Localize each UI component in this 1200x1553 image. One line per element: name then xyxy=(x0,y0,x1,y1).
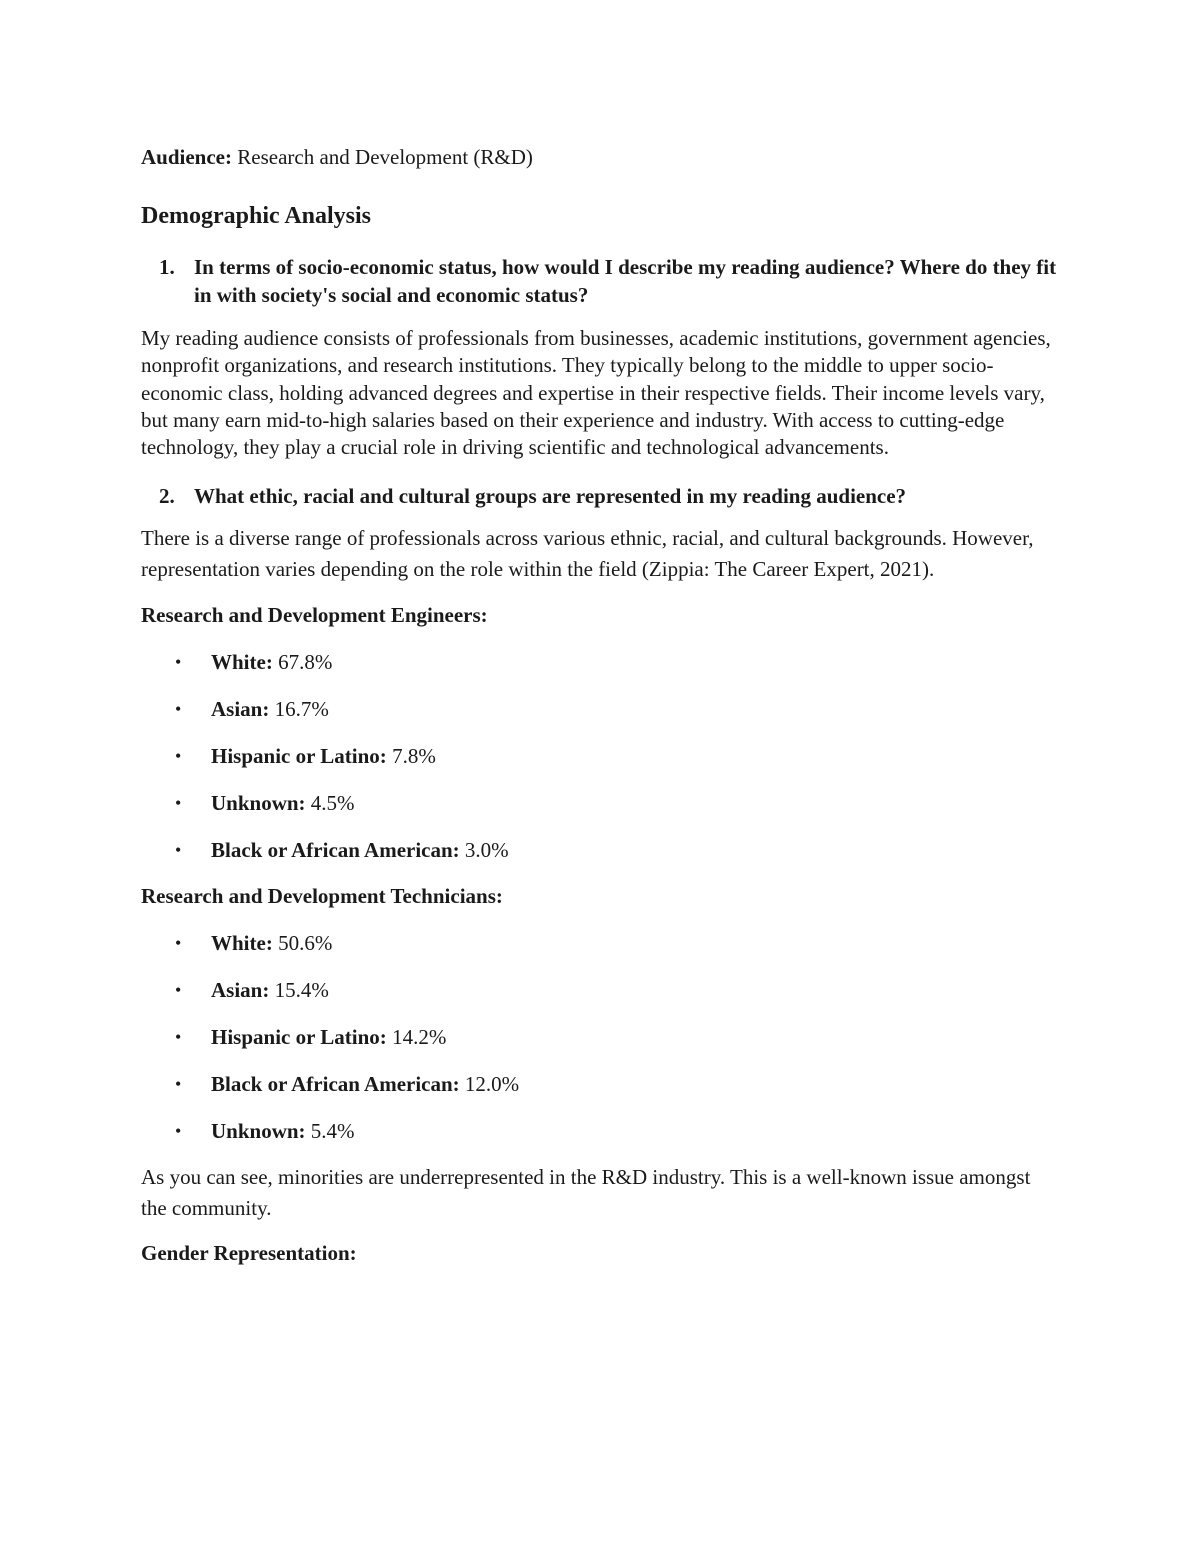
stat-label: Asian: xyxy=(211,697,270,722)
list-item xyxy=(141,788,1061,818)
stat-value: 67.8% xyxy=(278,650,333,675)
question-number: 1. xyxy=(159,255,175,279)
technicians-heading: Research and Development Technicians: xyxy=(141,884,503,909)
bullet-icon: • xyxy=(175,1074,182,1095)
engineers-list xyxy=(141,647,1061,865)
question-1 xyxy=(141,253,1061,309)
question-list-2 xyxy=(141,482,1061,510)
bullet-icon: • xyxy=(175,840,182,861)
stat-value: 16.7% xyxy=(274,697,329,722)
bullet-icon: • xyxy=(175,652,182,673)
paragraph-diversity: There is a diverse range of professionals across various ethnic, racial, and cultural backgrounds. However, representation varies depending on the role within the field (Zippia: The Career Expert, 2021). xyxy=(141,526,1034,582)
list-item xyxy=(141,647,1061,677)
list-item xyxy=(141,928,1061,958)
gender-heading: Gender Representation: xyxy=(141,1241,357,1266)
stat-label: Hispanic or Latino: xyxy=(211,1025,387,1050)
stat-label: White: xyxy=(211,650,273,675)
list-item xyxy=(141,1069,1061,1099)
stat-value: 14.2% xyxy=(392,1025,447,1050)
question-list-1 xyxy=(141,253,1061,309)
audience-label: Audience: xyxy=(141,145,232,169)
stat-label: Black or African American: xyxy=(211,838,460,863)
list-item xyxy=(141,835,1061,865)
stat-value: 3.0% xyxy=(464,838,509,863)
stat-value: 7.8% xyxy=(392,744,436,769)
stat-label: Unknown: xyxy=(211,791,306,816)
section-title: Demographic Analysis xyxy=(141,203,372,229)
bullet-icon: • xyxy=(175,746,182,767)
stat-label: Black or African American: xyxy=(211,1072,460,1097)
stat-value: 15.4% xyxy=(274,978,329,1003)
stat-value: 4.5% xyxy=(310,791,355,816)
stat-value: 5.4% xyxy=(310,1119,355,1144)
list-item xyxy=(141,1022,1061,1052)
audience-value: Research and Development (R&D) xyxy=(237,145,533,169)
list-item xyxy=(141,694,1061,724)
document-page xyxy=(141,140,1061,1268)
bullet-icon: • xyxy=(175,933,182,954)
bullet-icon: • xyxy=(175,1121,182,1142)
stat-value: 12.0% xyxy=(464,1072,520,1097)
bullet-icon: • xyxy=(175,980,182,1001)
question-number: 2. xyxy=(159,484,175,509)
paragraph-underrepresentation: As you can see, minorities are underrepresented in the R&D industry. This is a well-known issue amongst the community. xyxy=(141,1165,1031,1221)
stat-value: 50.6% xyxy=(278,931,333,956)
engineers-heading: Research and Development Engineers: xyxy=(141,603,488,628)
stat-label: Hispanic or Latino: xyxy=(211,744,387,769)
stat-label: Unknown: xyxy=(211,1119,306,1144)
question-text: What ethic, racial and cultural groups are represented in my reading audience? xyxy=(194,484,907,509)
stat-label: Asian: xyxy=(211,978,270,1003)
bullet-icon: • xyxy=(175,793,182,814)
question-text: In terms of socio-economic status, how would I describe my reading audience? Where do they fit in with society's social and economic status? xyxy=(194,255,1057,307)
list-item xyxy=(141,975,1061,1005)
list-item xyxy=(141,1116,1061,1146)
list-item xyxy=(141,741,1061,771)
bullet-icon: • xyxy=(175,1027,182,1048)
question-2 xyxy=(141,482,1061,510)
technicians-list xyxy=(141,928,1061,1146)
paragraph-socio-economic: My reading audience consists of professionals from businesses, academic institutions, government agencies, nonprofit organizations, and research institutions. They typically belong to the middle to upper socio-economic class, holding advanced degrees and expertise in their respective fields. Their income levels vary, but many earn mid-to-high salaries based on their experience and industry. With access to cutting-edge technology, they play a crucial role in driving scientific and technological advancements. xyxy=(141,326,1051,460)
bullet-icon: • xyxy=(175,699,182,720)
audience-line xyxy=(141,140,1061,174)
stat-label: White: xyxy=(211,931,273,956)
